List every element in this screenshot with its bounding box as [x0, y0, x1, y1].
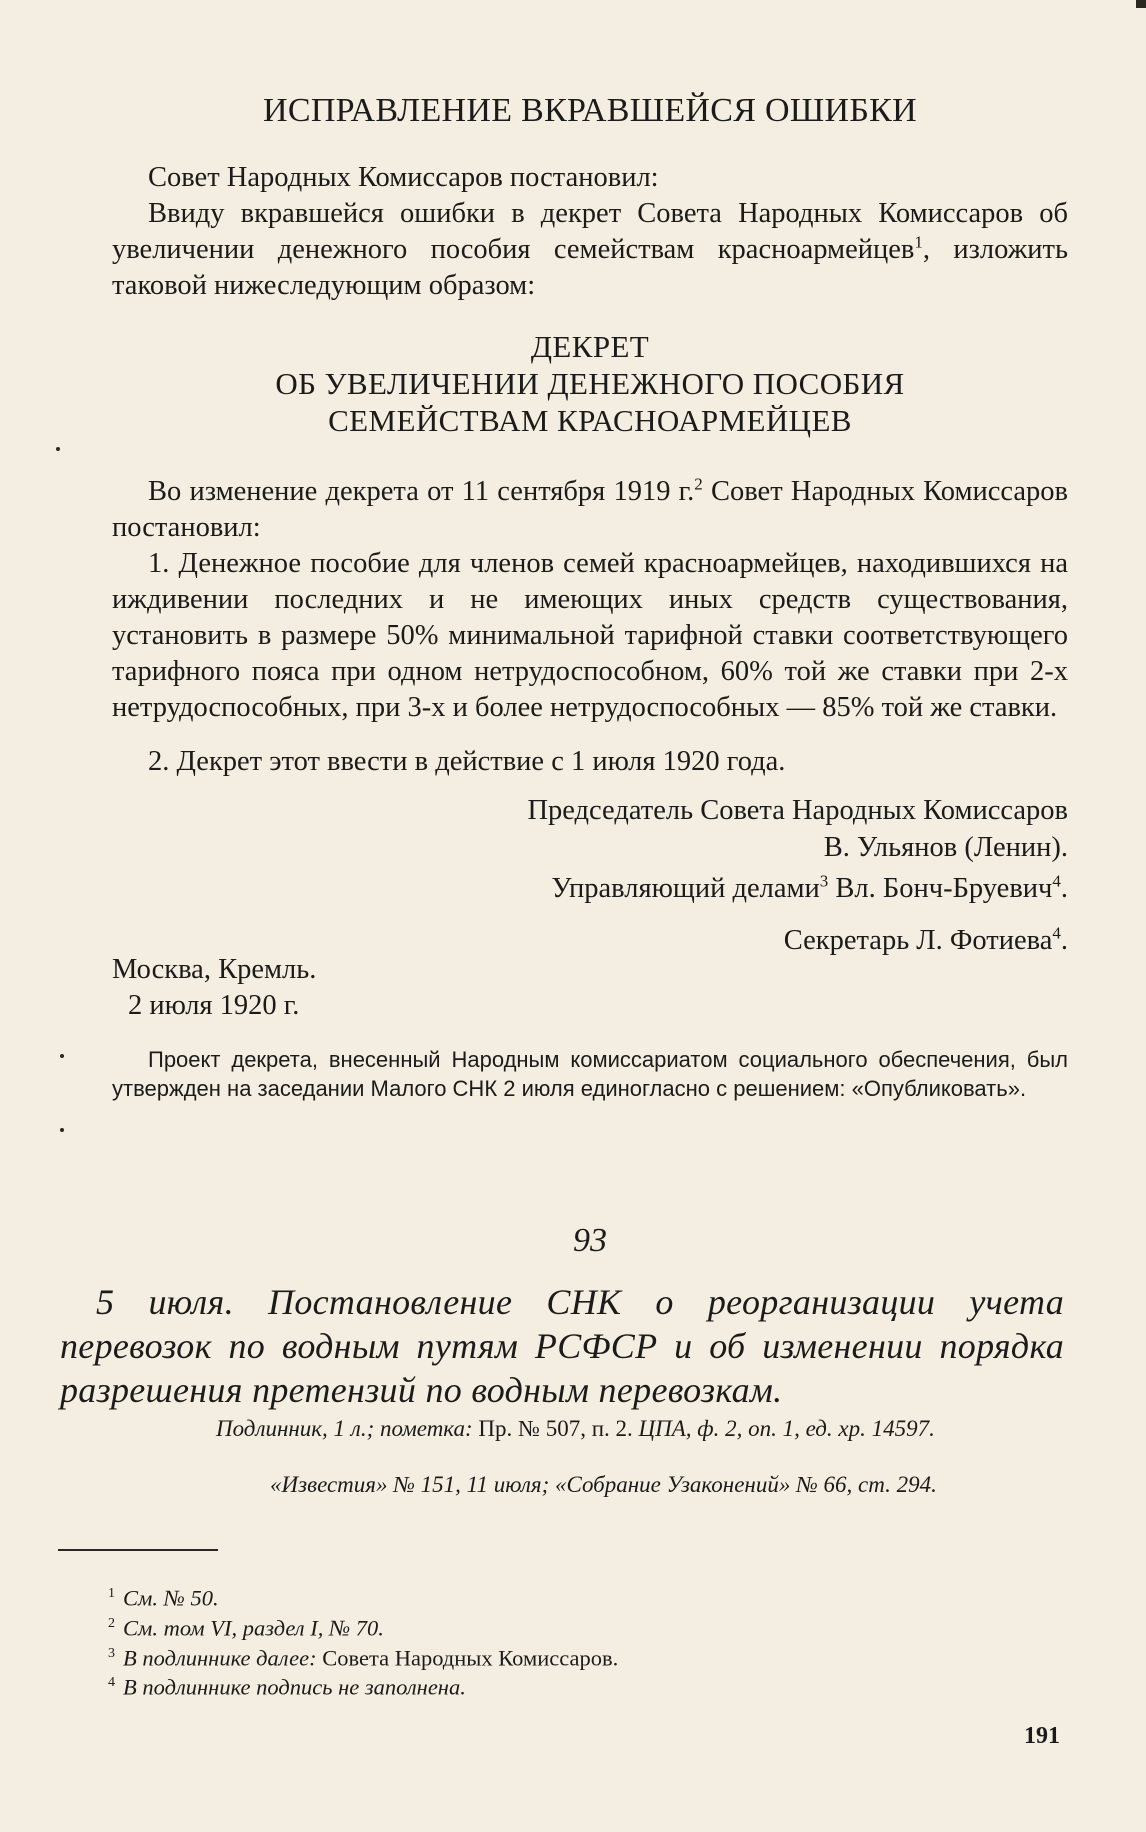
correction-title: ИСПРАВЛЕНИЕ ВКРАВШЕЙСЯ ОШИБКИ: [263, 92, 917, 129]
archival-note: Проект декрета, внесенный Народным комиссариатом социального обеспечения, был утвержден на заседании Малого СНК 2 июля единогласно с решением: «Опубликовать».: [112, 1047, 1068, 1101]
footnote-3: $^3$ В подлиннике далее: Совета Народных Комиссаров.: [108, 1645, 619, 1671]
signature-chair-title: Председатель Совета Народных Комиссаров: [527, 795, 1068, 826]
print-speck: [60, 1128, 64, 1132]
decree-subheading-2: СЕМЕЙСТВАМ КРАСНОАРМЕЙЦЕВ: [328, 403, 852, 438]
footnote-rule: [58, 1549, 218, 1551]
place-date: 2 июля 1920 г.: [128, 990, 300, 1021]
decree-preamble: Во изменение декрета от 11 сентября 1919 г.$^2$ Совет Народных Комиссаров постановил:: [112, 474, 1068, 543]
decree-point-1: 1. Денежное пособие для членов семей красноармейцев, находившихся на иждивении последних и не имеющих иных средств существования, установить в размере 50% минимальной тарифной ставки соответствующего тарифного пояса при одном нетрудоспособном, 60% той же ставки при 2-х нетрудоспособных, при 3-х и более нетрудоспособных — 85% той же ставки.: [112, 548, 1068, 723]
signature-chair-name: В. Ульянов (Ленин).: [823, 832, 1068, 863]
footnote-2: $^2$ См. том VI, раздел I, № 70.: [108, 1615, 384, 1641]
place-city: Москва, Кремль.: [112, 954, 317, 985]
source-reference-2: «Известия» № 151, 11 июля; «Собрание Узаконений» № 66, ст. 294.: [270, 1472, 937, 1497]
footnote-ref-2: 2: [694, 474, 703, 494]
signature-manager: Управляющий делами$^3$ Вл. Бонч-Бруевич$^4$.: [551, 871, 1068, 904]
signature-secretary: Секретарь Л. Фотиева$^4$.: [783, 923, 1068, 956]
intro-line-1: Совет Народных Комиссаров постановил:: [148, 162, 659, 193]
source-reference-1: Подлинник, 1 л.; пометка: Пр. № 507, п. 2. ЦПА, ф. 2, оп. 1, ед. хр. 14597.: [216, 1416, 935, 1441]
intro-paragraph: Ввиду вкравшейся ошибки в декрет Совета Народных Комиссаров об увеличении денежного пособия семействам красноармейцев$^1$, изложить таковой нижеследующим образом:: [112, 198, 1068, 301]
footnote-1: $^1$ См. № 50.: [108, 1585, 219, 1611]
document-title: 5 июля. Постановление СНК о реорганизации учета перевозок по водным путям РСФСР и об изменении порядка разрешения претензий по водным перевозкам.: [60, 1282, 1064, 1410]
print-speck: [60, 1054, 64, 1058]
print-speck: [56, 447, 60, 451]
footnote-ref-1: 1: [914, 232, 923, 252]
decree-heading: ДЕКРЕТ: [530, 329, 650, 364]
page-edge: [1136, 0, 1146, 8]
document-number: 93: [573, 1222, 607, 1259]
decree-subheading-1: ОБ УВЕЛИЧЕНИИ ДЕНЕЖНОГО ПОСОБИЯ: [275, 366, 905, 401]
page-number: 191: [1024, 1723, 1060, 1749]
decree-point-2: 2. Декрет этот ввести в действие с 1 июля 1920 года.: [148, 746, 786, 777]
footnote-4: $^4$ В подлиннике подпись не заполнена.: [108, 1674, 466, 1700]
